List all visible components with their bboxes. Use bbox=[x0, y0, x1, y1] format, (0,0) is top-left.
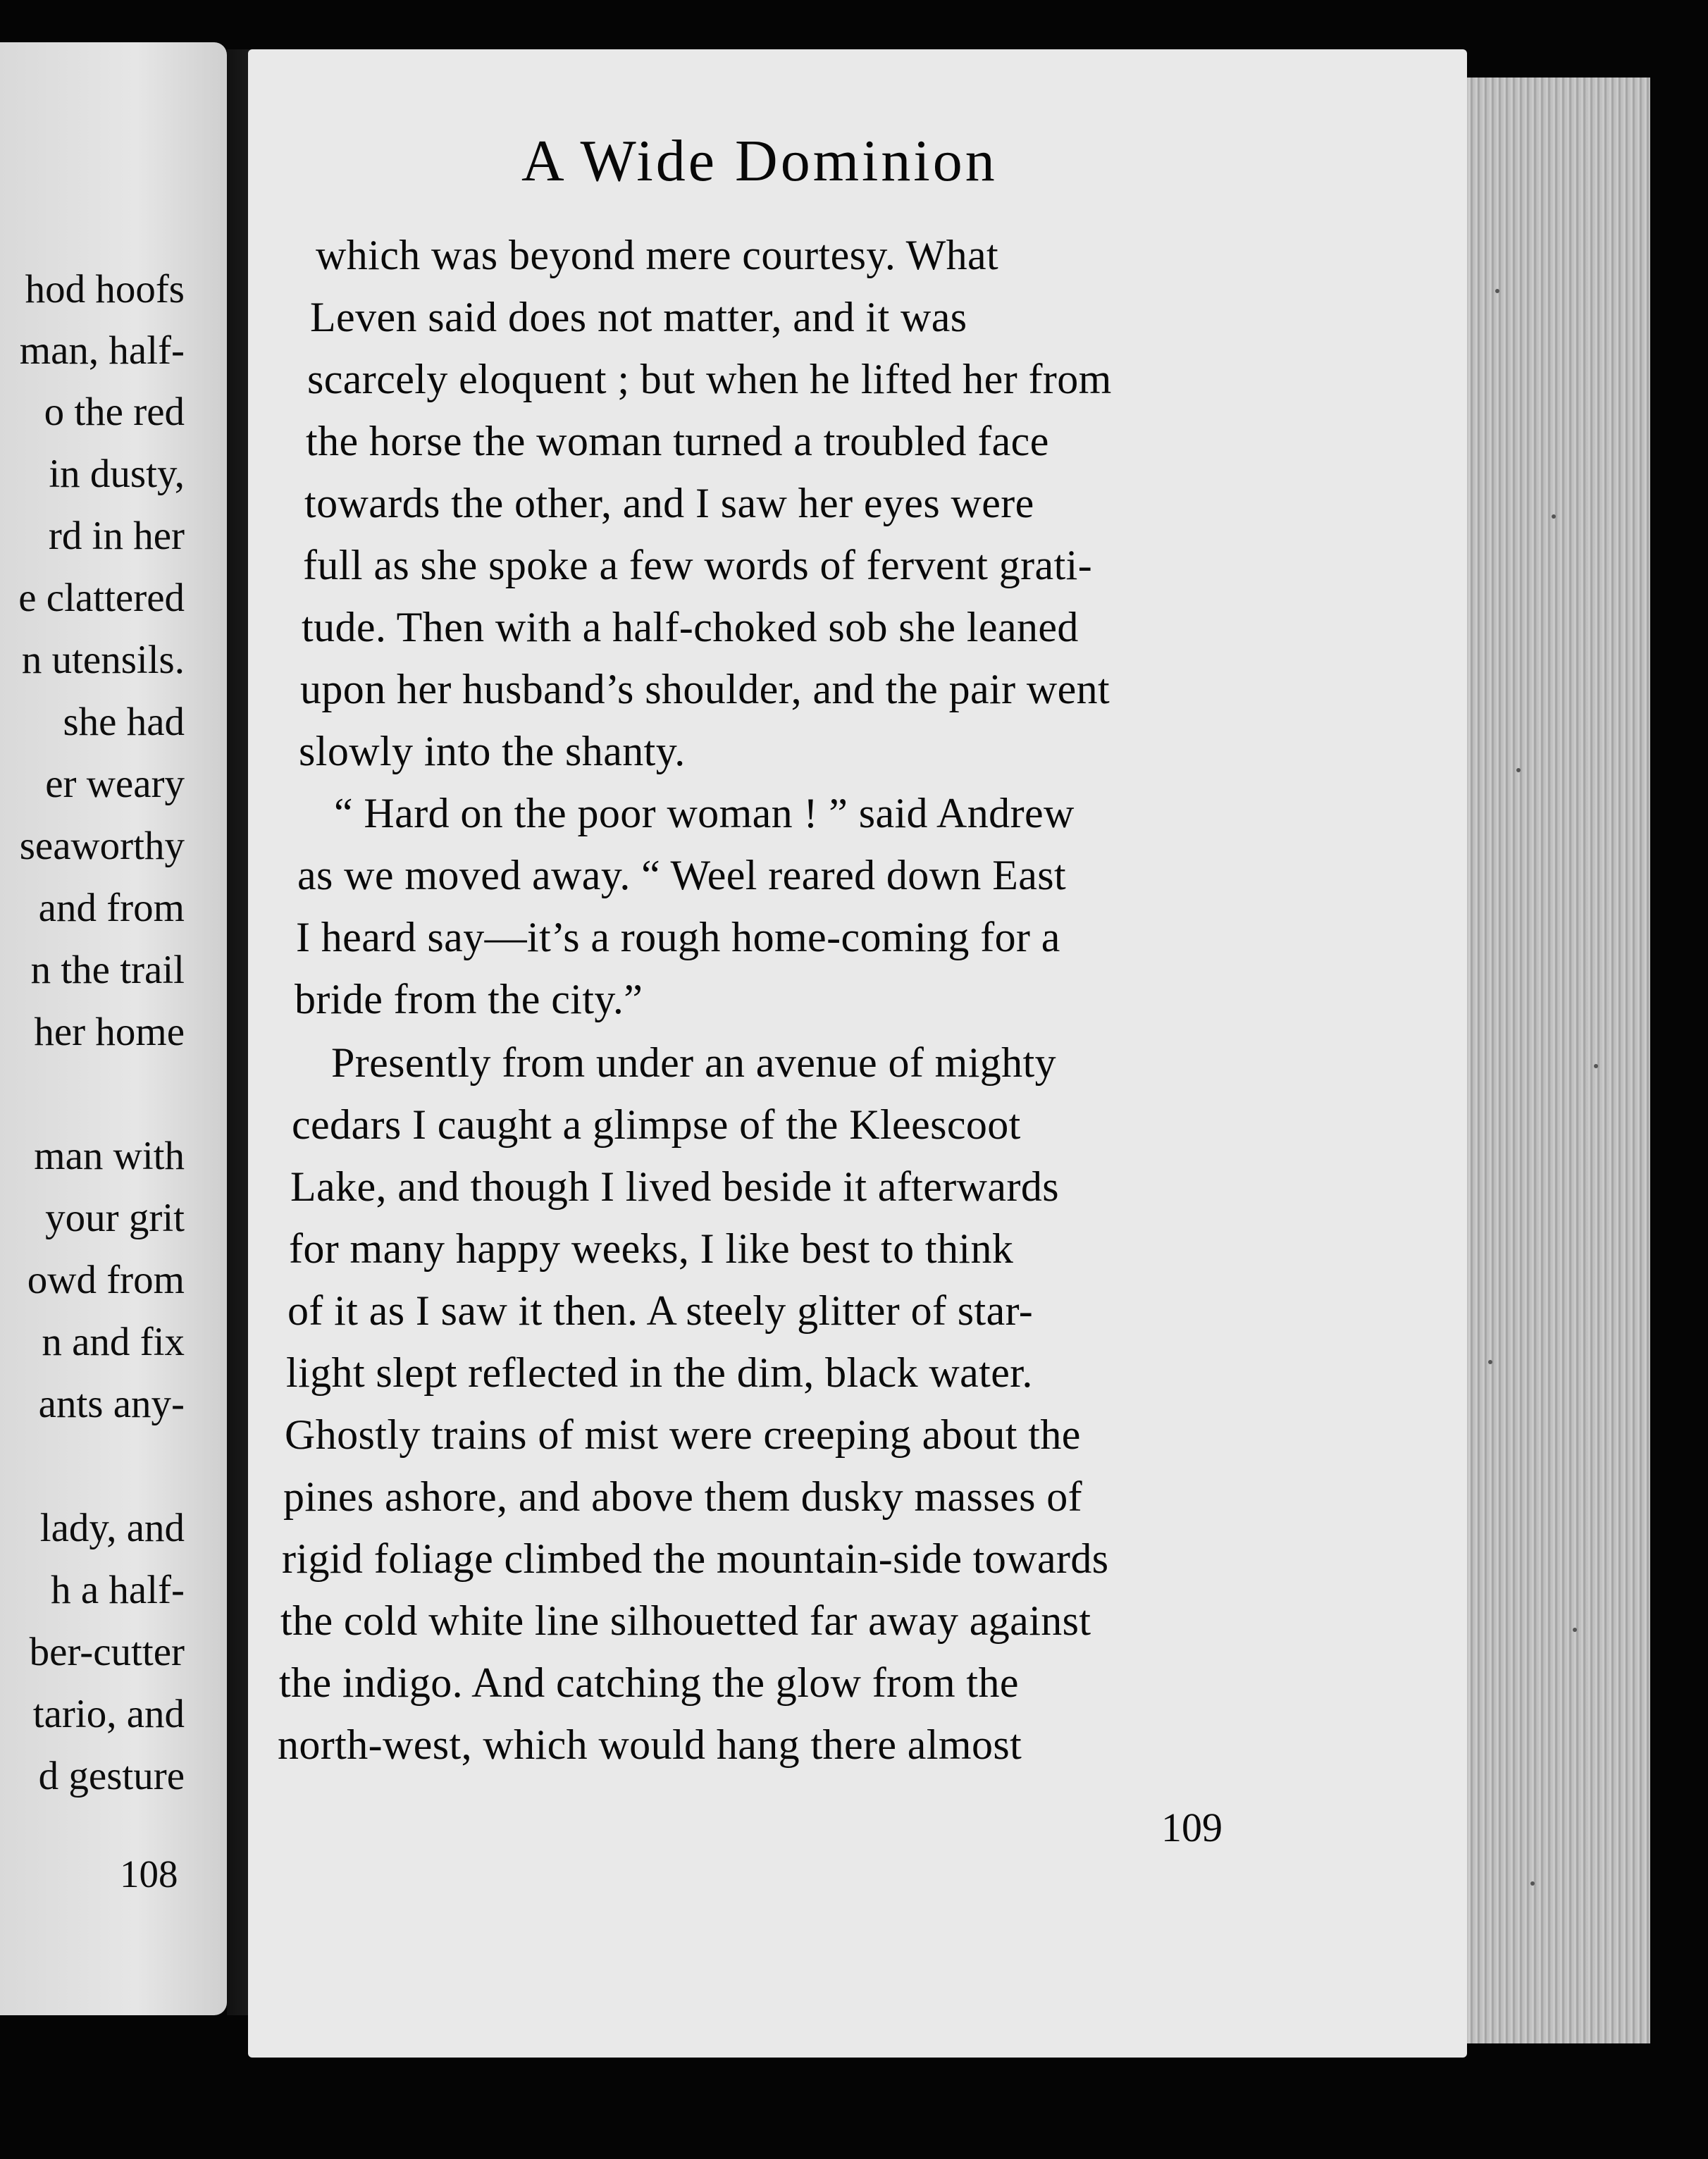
body-line: rigid foliage climbed the mountain-side towards bbox=[282, 1535, 1109, 1582]
left-line: o the red bbox=[44, 390, 185, 434]
left-line: her home bbox=[34, 1010, 185, 1054]
edge-speck bbox=[1573, 1628, 1577, 1632]
left-line: ants any- bbox=[38, 1382, 185, 1426]
body-line: tude. Then with a half-choked sob she leaned bbox=[302, 604, 1079, 650]
left-line: she had bbox=[63, 700, 185, 744]
body-line: of it as I saw it then. A steely glitter of star- bbox=[287, 1287, 1034, 1334]
left-line: tario, and bbox=[32, 1692, 185, 1736]
left-line: man with bbox=[34, 1134, 185, 1178]
left-line: your grit bbox=[45, 1196, 185, 1240]
edge-speck bbox=[1552, 514, 1556, 519]
body-line: I heard say—it’s a rough home-coming for a bbox=[296, 914, 1060, 960]
body-line: pines ashore, and above them dusky masses of bbox=[283, 1473, 1083, 1520]
left-line: hod hoofs bbox=[25, 267, 185, 311]
page-number-left: 108 bbox=[120, 1852, 178, 1895]
body-line: upon her husband’s shoulder, and the pair went bbox=[300, 666, 1110, 712]
left-line: and from bbox=[38, 886, 185, 930]
body-line: light slept reflected in the dim, black water. bbox=[286, 1349, 1033, 1396]
left-line: d gesture bbox=[38, 1754, 185, 1798]
left-line: man, half- bbox=[19, 328, 185, 373]
left-line: lady, and bbox=[39, 1506, 185, 1550]
running-head: A Wide Dominion bbox=[521, 128, 998, 194]
body-line: towards the other, and I saw her eyes were bbox=[304, 480, 1034, 526]
page-edges bbox=[1467, 78, 1650, 2043]
body-line: for many happy weeks, I like best to think bbox=[289, 1225, 1014, 1272]
left-line: rd in her bbox=[48, 514, 185, 558]
left-line: seaworthy bbox=[19, 824, 185, 868]
left-line: h a half- bbox=[51, 1568, 185, 1612]
edge-speck bbox=[1530, 1881, 1535, 1886]
body-line: “ Hard on the poor woman ! ” said Andrew bbox=[334, 790, 1075, 836]
left-line: er weary bbox=[45, 762, 185, 806]
body-line: the horse the woman turned a troubled face bbox=[306, 418, 1049, 464]
page-number-right: 109 bbox=[1161, 1805, 1223, 1850]
left-line: ber-cutter bbox=[29, 1630, 185, 1674]
body-line: the cold white line silhouetted far away against bbox=[280, 1597, 1091, 1644]
left-line: e clattered bbox=[18, 576, 185, 620]
body-line: Lake, and though I lived beside it afterwards bbox=[290, 1163, 1059, 1210]
body-line: bride from the city.” bbox=[295, 976, 643, 1022]
body-line: slowly into the shanty. bbox=[299, 728, 686, 774]
body-line: Presently from under an avenue of mighty bbox=[331, 1039, 1057, 1086]
left-line: n and fix bbox=[42, 1320, 185, 1364]
edge-speck bbox=[1594, 1064, 1598, 1068]
left-line: n the trail bbox=[30, 948, 185, 992]
body-line: Leven said does not matter, and it was bbox=[310, 294, 967, 340]
left-line: in dusty, bbox=[49, 452, 185, 496]
edge-speck bbox=[1516, 768, 1521, 772]
body-line: as we moved away. “ Weel reared down East bbox=[297, 852, 1067, 898]
body-line: the indigo. And catching the glow from the bbox=[279, 1659, 1019, 1706]
body-line: which was beyond mere courtesy. What bbox=[316, 232, 999, 278]
body-line: scarcely eloquent ; but when he lifted her from bbox=[307, 356, 1112, 402]
edge-speck bbox=[1495, 289, 1499, 293]
body-line: cedars I caught a glimpse of the Kleescoot bbox=[292, 1101, 1021, 1148]
body-line: full as she spoke a few words of fervent grati- bbox=[303, 542, 1093, 588]
body-line: Ghostly trains of mist were creeping about the bbox=[285, 1411, 1081, 1458]
left-line: owd from bbox=[27, 1258, 185, 1302]
left-line: n utensils. bbox=[21, 638, 185, 682]
left-page bbox=[0, 42, 227, 2015]
body-line: north-west, which would hang there almost bbox=[278, 1721, 1022, 1768]
edge-speck bbox=[1488, 1360, 1492, 1364]
